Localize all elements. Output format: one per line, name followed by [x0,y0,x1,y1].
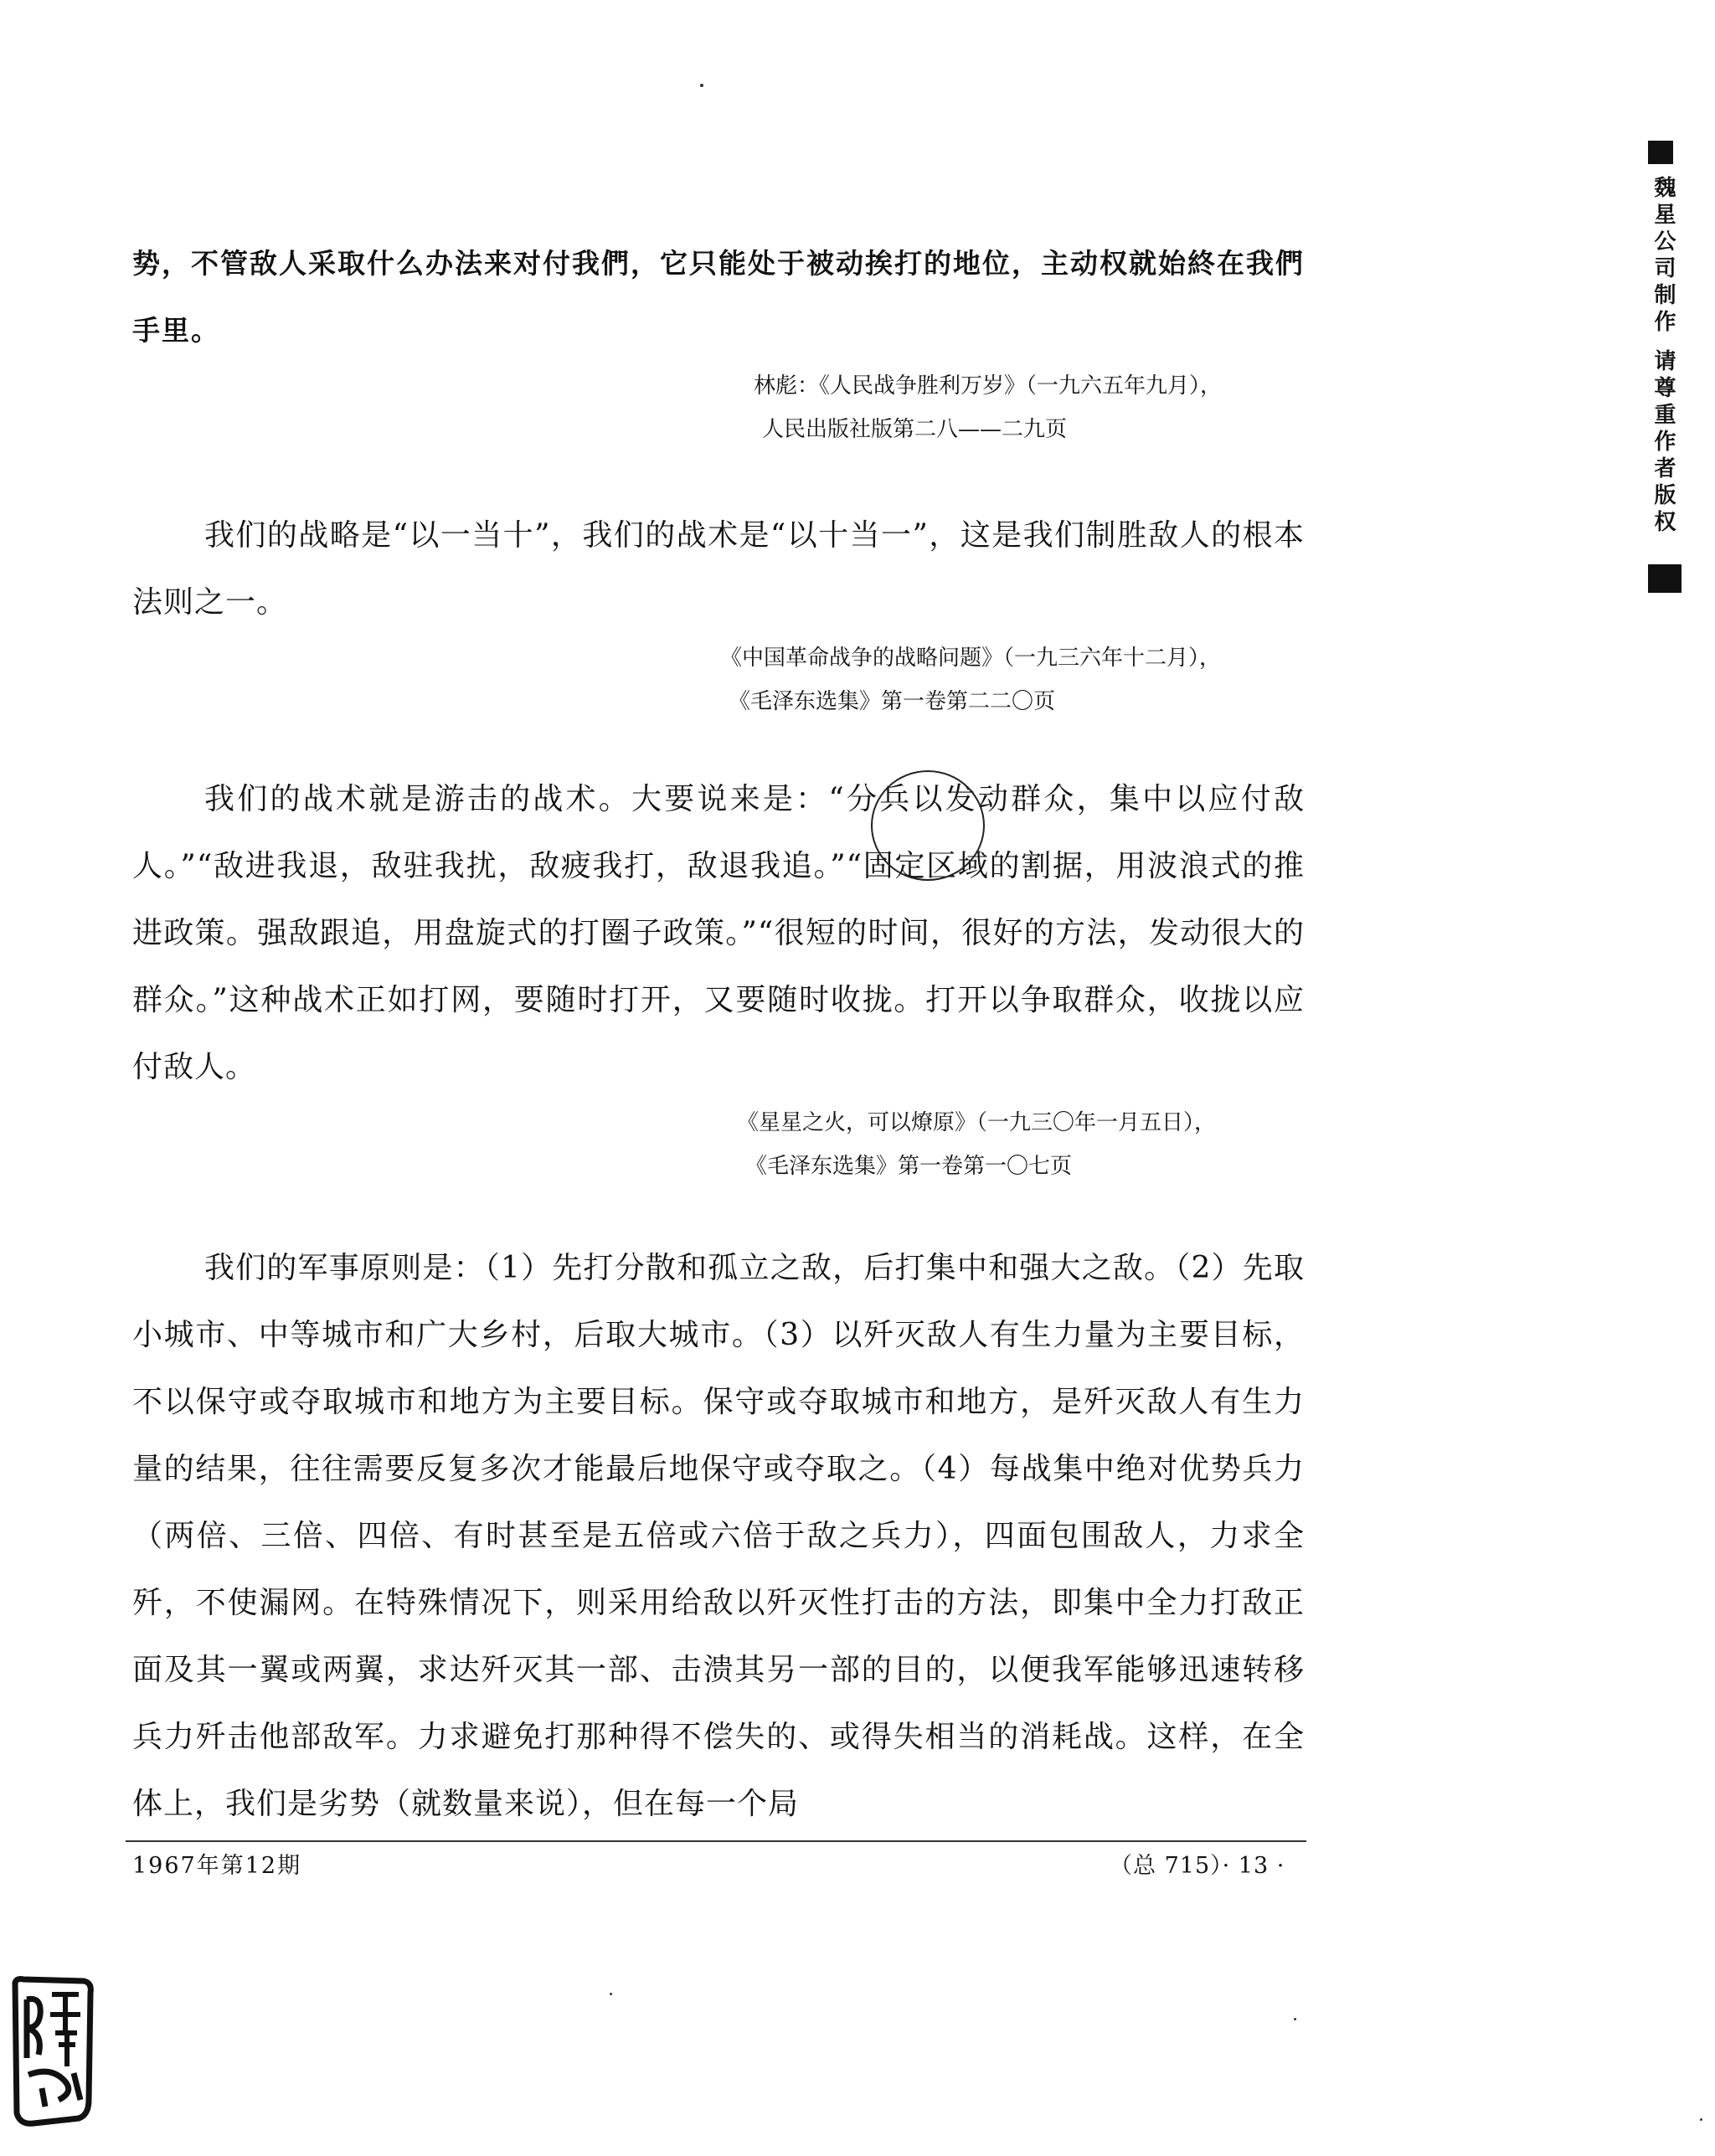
circle-annotation [871,770,985,881]
footer-page-number: （总 715）· 13 · [1110,1853,1285,1879]
footer-divider [126,1840,1306,1842]
citation-strategy [720,636,1323,723]
citation-line-1: 林彪：《人民战争胜利万岁》（一九六五年九月）， [754,373,1223,399]
scan-speck [1294,2018,1296,2020]
watermark-bottom-block [1648,564,1682,593]
scan-speck [610,1993,612,1995]
citation-line-2: 《毛泽东选集》第一卷第二二〇页 [729,689,1056,714]
watermark-text: 魏星公司制作 请尊重作者版权 [1651,176,1676,538]
paragraph-tactics: 我们的战术就是游击的战术。大要说来是：“分兵以发动群众，集中以应付敌人。”“敌进我退，敌驻我扰，敌疲我打，敌退我追。”“固定区域的割据，用波浪式的推进政策。强敌跟追，用盘旋式的打圈子政策。”“很短的时间，很好的方法，发动很大的群众。”这种战术正如打网，要随时打开，又要随时收拢。打开以争取群众，收拢以应付敌人。 [132,782,1305,1084]
scan-speck [1700,2118,1702,2121]
seal-stamp-icon [8,1974,97,2133]
citation-spark [737,1101,1340,1188]
citation-line-1: 《星星之火，可以燎原》（一九三〇年一月五日）， [737,1110,1217,1135]
citation-linbiao [754,364,1357,451]
footer-issue: 1967年第12期 [132,1853,302,1879]
citation-line-1: 《中国革命战争的战略问题》（一九三六年十二月）， [720,646,1222,671]
citation-line-2: 人民出版社版第二八——二九页 [762,417,1068,442]
watermark-top-block [1648,141,1673,164]
paragraph-strategy: 我们的战略是“以一当十”，我们的战术是“以十当一”，这是我们制胜敌人的根本法则之一。 [132,518,1305,620]
paragraph-continued: 势，不管敌人采取什么办法来对付我們，它只能处于被动挨打的地位，主动权就始終在我們手里。 [132,247,1305,347]
citation-line-2: 《毛泽东选集》第一卷第一〇七页 [745,1154,1073,1179]
scan-speck [700,84,703,87]
side-watermark [1648,141,1683,593]
paragraph-military-principles: 我们的军事原则是：（1）先打分散和孤立之敌，后打集中和强大之敌。（2）先取小城市、中等城市和广大乡村，后取大城市。（3）以歼灭敌人有生力量为主要目标，不以保守或夺取城市和地方为主要目标。保守或夺取城市和地方，是歼灭敌人有生力量的结果，往往需要反复多次才能最后地保守或夺取之。（4）每战集中绝对优势兵力（两倍、三倍、四倍、有时甚至是五倍或六倍于敌之兵力），四面包围敌人，力求全歼，不使漏网。在特殊情况下，则采用给敌以歼灭性打击的方法，即集中全力打敌正面及其一翼或两翼，求达歼灭其一部、击溃其另一部的目的，以便我军能够迅速转移兵力歼击他部敌军。力求避免打那种得不偿失的、或得失相当的消耗战。这样，在全体上，我们是劣势（就数量来说），但在每一个局 [132,1251,1305,1821]
